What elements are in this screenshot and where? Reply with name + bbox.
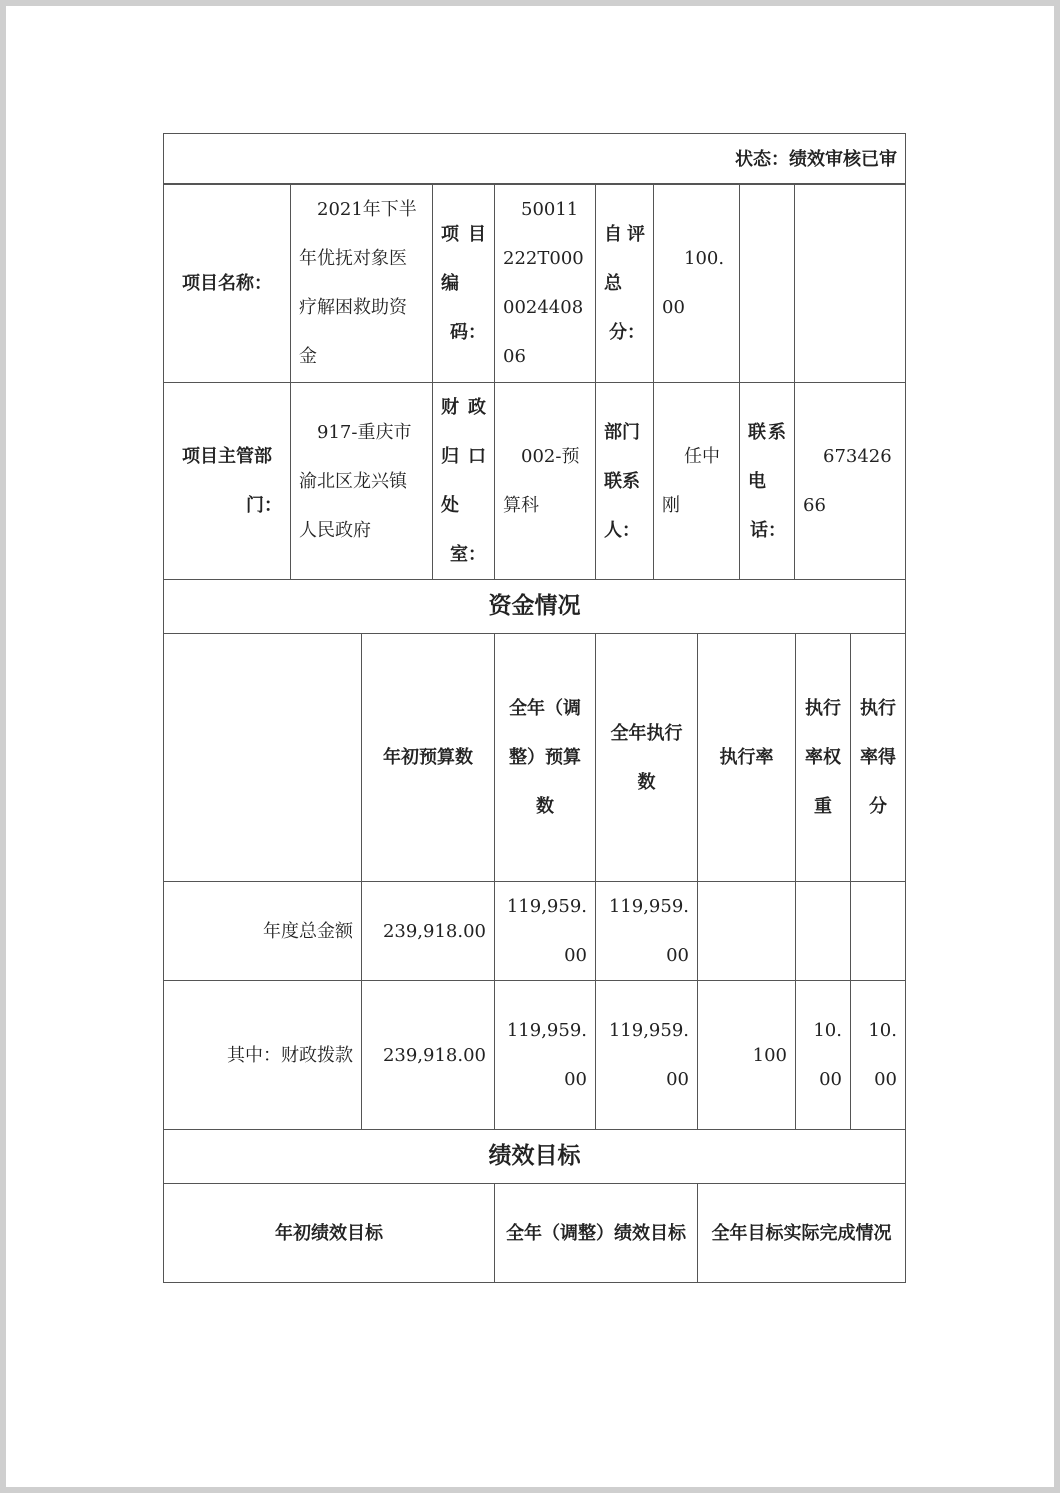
funds-row-initial-cell (361, 980, 495, 1130)
project-code-label: 项目编码： (441, 223, 486, 343)
funds-row-weight-cell (795, 980, 851, 1130)
cell-value: 119,959.00 (608, 896, 689, 966)
goals-section-title: 绩效目标 (488, 1143, 581, 1169)
funds-row-label-cell (163, 980, 362, 1130)
funds-header-rate (697, 633, 796, 882)
status-text: 状态：绩效审核已审 (735, 148, 897, 170)
project-name-cell (290, 183, 433, 383)
funds-row-weight-cell (795, 881, 851, 981)
contact-value: 任中刚 (662, 446, 720, 516)
phone-label: 联系电话： (748, 421, 786, 541)
cell-value: 119,959.00 (506, 1020, 587, 1090)
project-name-value: 2021年下半年优抚对象医疗解困救助资金 (299, 199, 417, 367)
header-text: 年初绩效目标 (275, 1222, 383, 1244)
funds-section-title-cell (163, 579, 906, 634)
funds-row-label: 年度总金额 (263, 920, 353, 942)
funds-row-adjusted-cell (494, 980, 596, 1130)
goals-header-initial (163, 1183, 495, 1283)
finance-office-label-cell (432, 382, 495, 580)
header-text: 全年（调整）绩效目标 (506, 1222, 686, 1244)
finance-office-label: 财政归口处室： (441, 397, 486, 565)
status-cell (163, 133, 906, 185)
funds-row-executed-cell (595, 980, 698, 1130)
header-text: 执行率得分 (860, 698, 896, 817)
funds-row-adjusted-cell (494, 881, 596, 981)
cell-value: 239,918.00 (382, 1044, 486, 1066)
finance-office-value: 002-预算科 (503, 446, 580, 516)
header-text: 年初预算数 (383, 747, 473, 768)
contact-cell (653, 382, 740, 580)
project-name-label: 项目名称： (182, 272, 272, 294)
funds-row-initial-cell (361, 881, 495, 981)
funds-row-label: 其中：财政拨款 (227, 1044, 353, 1066)
funds-header-adjusted (494, 633, 596, 882)
funds-row-rate-cell (697, 980, 796, 1130)
contact-label: 部门联系人： (604, 421, 640, 541)
empty-cell (739, 183, 795, 383)
funds-row-label-cell (163, 881, 362, 981)
project-code-value: 50011222T000002440806 (503, 199, 584, 367)
goals-header-adjusted (494, 1183, 698, 1283)
header-text: 全年执行数 (610, 722, 683, 793)
funds-header-score (850, 633, 906, 882)
cell-value: 119,959.00 (608, 1020, 689, 1090)
cell-value: 10.00 (813, 1020, 842, 1090)
document-page (6, 6, 1054, 1487)
phone-value: 67342666 (803, 446, 892, 516)
cell-value: 100 (752, 1044, 787, 1066)
cell-value: 119,959.00 (506, 896, 587, 966)
phone-cell (794, 382, 906, 580)
project-name-label-cell (163, 183, 291, 383)
header-text: 全年（调整）预算数 (509, 698, 581, 817)
dept-cell (290, 382, 433, 580)
self-score-cell (653, 183, 740, 383)
self-score-value: 100.00 (662, 248, 725, 318)
funds-header-weight (795, 633, 851, 882)
phone-label-cell (739, 382, 795, 580)
self-score-label: 自评总分： (604, 223, 645, 343)
cell-value: 10.00 (868, 1020, 897, 1090)
dept-value: 917-重庆市渝北区龙兴镇人民政府 (299, 421, 412, 541)
funds-row-rate-cell (697, 881, 796, 981)
header-text: 执行率权重 (805, 698, 841, 817)
header-text: 执行率 (719, 747, 774, 768)
header-text: 全年目标实际完成情况 (711, 1222, 892, 1244)
goals-section-title-cell (163, 1129, 906, 1184)
cell-value: 239,918.00 (382, 920, 486, 942)
goals-header-actual (697, 1183, 906, 1283)
dept-label-cell (163, 382, 291, 580)
dept-label: 项目主管部门： (182, 446, 282, 516)
funds-header-executed (595, 633, 698, 882)
funds-header-blank (163, 633, 362, 882)
funds-row-score-cell (850, 980, 906, 1130)
project-code-label-cell (432, 183, 495, 383)
self-score-label-cell (595, 183, 654, 383)
funds-row-score-cell (850, 881, 906, 981)
contact-label-cell (595, 382, 654, 580)
project-code-cell (494, 183, 596, 383)
finance-office-cell (494, 382, 596, 580)
empty-cell (794, 183, 906, 383)
funds-row-executed-cell (595, 881, 698, 981)
funds-header-initial (361, 633, 495, 882)
funds-section-title: 资金情况 (488, 593, 581, 619)
